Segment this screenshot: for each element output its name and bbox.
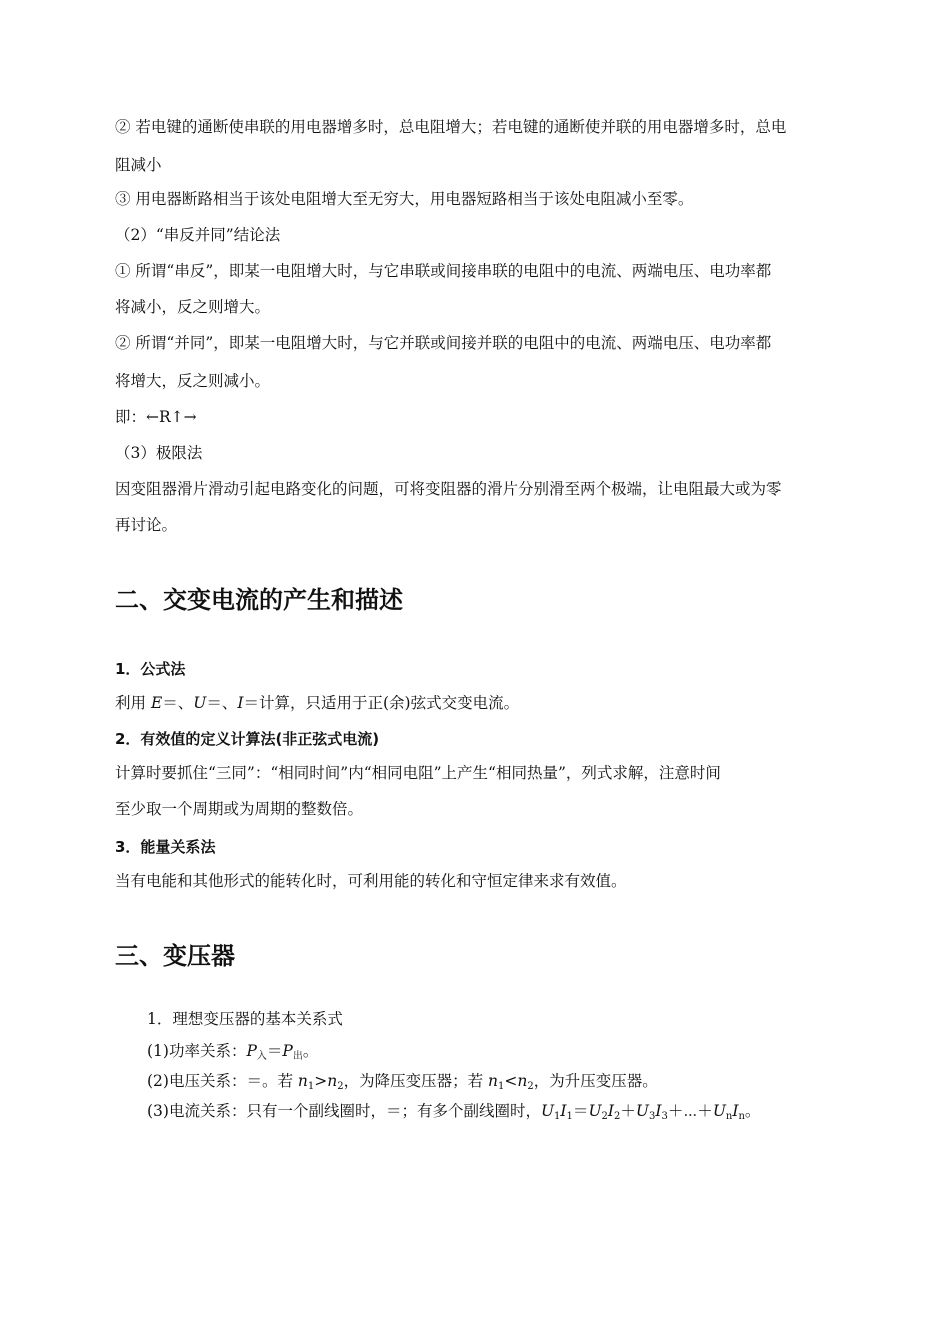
paragraph-limit-method-cont: 再讨论。 [115, 516, 178, 534]
paragraph-energy-method: 当有电能和其他形式的能转化时，可利用能的转化和守恒定律来求有效值。 [115, 872, 627, 890]
current-relation-line: (3)电流关系：只有一个副线圈时，＝；有多个副线圈时，$U_1I_1=U_2I_2+U_3I_3+\cdots+U_nI_n$。 [147, 1102, 761, 1122]
transformer-item-heading: 1．理想变压器的基本关系式 [147, 1010, 343, 1028]
paragraph-three-same: 计算时要抓住“三同”：“相同时间”内“相同电阻”上产生“相同热量”，列式求解，注意时间 [115, 764, 721, 782]
section-title-transformer: 三、变压器 [115, 942, 235, 970]
paragraph-parallel-same: ② 所谓“并同”，即某一电阻增大时，与它并联或间接并联的电阻中的电流、两端电压、电功率都 [115, 334, 772, 352]
subheading-formula-method: 1．公式法 [115, 660, 186, 678]
paragraph-formula-method: 利用 E＝、U＝、I＝计算，只适用于正(余)弦式交变电流。 [115, 694, 520, 712]
paragraph-series-switch-cont: 阻减小 [115, 156, 162, 174]
method-heading-series-parallel: （2）“串反并同”结论法 [115, 226, 281, 244]
power-relation-line: (1)功率关系：$P_入=P_出$。 [147, 1042, 319, 1062]
paragraph-series-inverse: ① 所谓“串反”，即某一电阻增大时，与它串联或间接串联的电阻中的电流、两端电压、电功率都 [115, 262, 772, 280]
subheading-definition-method: 2．有效值的定义计算法(非正弦式电流) [115, 730, 380, 748]
subheading-energy-method: 3．能量关系法 [115, 838, 216, 856]
paragraph-three-same-cont: 至少取一个周期或为周期的整数倍。 [115, 800, 364, 818]
summary-arrow-line: 即：←R↑→ [115, 408, 197, 426]
paragraph-open-short-circuit: ③ 用电器断路相当于该处电阻增大至无穷大，用电器短路相当于该处电阻减小至零。 [115, 190, 694, 208]
section-title-ac: 二、交变电流的产生和描述 [115, 586, 403, 614]
voltage-relation-line: (2)电压关系：＝。若 $n_1>n_2$，为降压变压器；若 $n_1<n_2$，为升压变压器。 [147, 1072, 658, 1092]
paragraph-series-inverse-cont: 将减小，反之则增大。 [115, 298, 271, 316]
method-heading-limit: （3）极限法 [115, 444, 203, 462]
paragraph-series-switch: ② 若电键的通断使串联的用电器增多时，总电阻增大；若电键的通断使并联的用电器增多时，总电 [115, 118, 787, 136]
paragraph-parallel-same-cont: 将增大，反之则减小。 [115, 372, 271, 390]
paragraph-limit-method: 因变阻器滑片滑动引起电路变化的问题，可将变阻器的滑片分别滑至两个极端，让电阻最大或为零 [115, 480, 782, 498]
